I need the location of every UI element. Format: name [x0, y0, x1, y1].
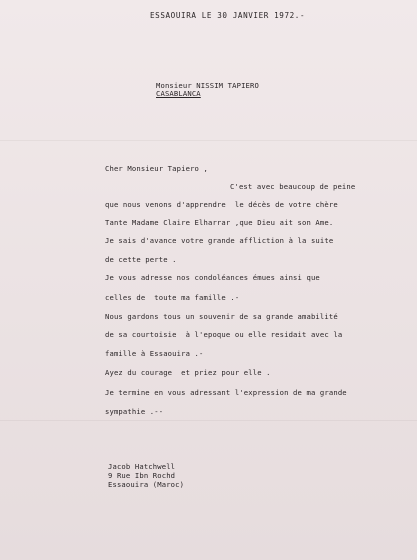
body-line: Nous gardons tous un souvenir de sa grande amabilité [105, 312, 338, 321]
body-line: de cette perte . [105, 255, 177, 264]
sender-city: Essaouira (Maroc) [108, 480, 185, 489]
body-line: Je sais d'avance votre grande affliction à la suite [105, 236, 334, 245]
sender-street: 9 Rue Ibn Rochd [108, 471, 176, 480]
paper-fold-line [0, 420, 417, 421]
body-line: Je vous adresse nos condoléances émues ainsi que [105, 273, 320, 282]
body-line: Tante Madame Claire Elharrar ,que Dieu ait son Ame. [105, 218, 334, 227]
body-line: celles de toute ma famille .- [105, 293, 240, 302]
recipient-name: Monsieur NISSIM TAPIERO [156, 81, 259, 90]
paper-fold-line [0, 140, 417, 141]
body-line: Je termine en vous adressant l'expression de ma grande [105, 388, 347, 397]
sender-name: Jacob Hatchwell [108, 462, 176, 471]
body-line: Ayez du courage et priez pour elle . [105, 368, 271, 377]
body-line: C'est avec beaucoup de peine [230, 182, 356, 191]
recipient-city: CASABLANCA [156, 89, 201, 98]
body-line: que nous venons d'apprendre le décès de votre chère [105, 200, 338, 209]
body-line: sympathie .-- [105, 407, 164, 416]
body-line: de sa courtoisie à l'epoque ou elle residait avec la [105, 330, 343, 339]
letter-salutation: Cher Monsieur Tapiero , [105, 164, 208, 173]
body-line: famille à Essaouira .- [105, 349, 204, 358]
letter-date-line: ESSAOUIRA LE 30 JANVIER 1972.- [150, 11, 306, 20]
